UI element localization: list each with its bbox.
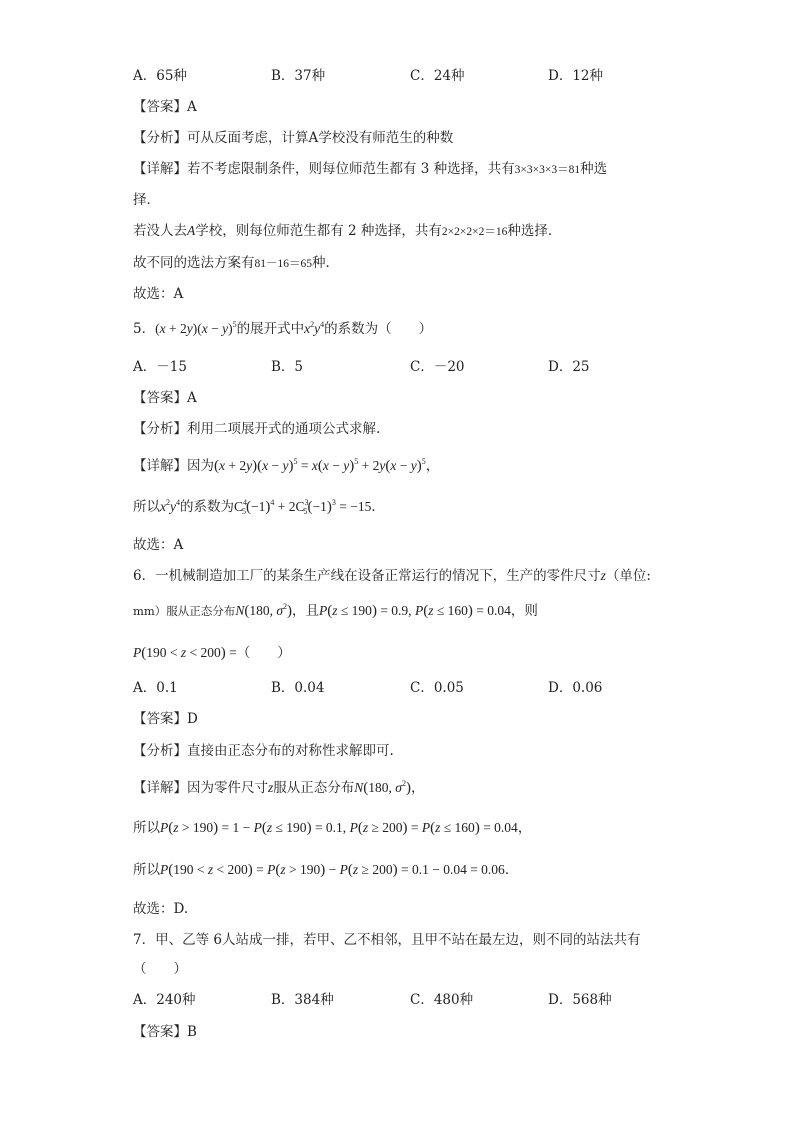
q4-option-a: A．65种 — [133, 68, 187, 84]
q5-choose — [133, 535, 183, 555]
answer-tag: 【答案】 — [133, 711, 187, 727]
detail-text: 所以 — [133, 820, 160, 836]
q6-stem-line-1 — [133, 566, 651, 586]
q6-target-probability: P(190 < z < 200) = — [133, 645, 237, 661]
q6-option-b: B．0.04 — [271, 680, 325, 696]
q6-answer — [133, 709, 198, 729]
q7-stem-line-1 — [133, 930, 640, 950]
q7-option-b: B．384种 — [271, 992, 334, 1008]
q5-coefficient-formula: $C^4_5(-1)^4 + 2C^3_5(-1)^3 = -15$ — [234, 498, 372, 516]
q6-detail-line-3: 所以P(190 < z < 200) = P(z > 190) − P(z ≥ 200) = 0.1 − 0.04 = 0.06． — [133, 862, 519, 878]
stem-text: mm）服从正态分布 — [133, 604, 236, 618]
q5-detail-line-2: 所以$x^2y^4$的系数为$C^4_5(-1)^4 + 2C^3_5(-1)^3 = -15$． — [133, 498, 385, 516]
detail-math: 2×2×2×2＝16 — [441, 226, 508, 238]
q4-analysis — [133, 128, 453, 148]
answer-tag: 【答案】 — [133, 1024, 187, 1040]
detail-text: 学校，则每位师范生都有 2 种选择，共有 — [195, 223, 442, 239]
q4-detail-line-1 — [133, 159, 607, 180]
detail-tag: 【详解】 — [133, 780, 187, 796]
q4-option-c: C．24种 — [410, 68, 465, 84]
q7-answer — [133, 1022, 197, 1042]
stem-text: 7．甲、乙等 6人站成一排，若甲、乙不相邻，且甲不站在最左边，则不同的站法共有 — [133, 932, 641, 948]
q7-option-a: A．240种 — [133, 992, 196, 1008]
q6-choose — [133, 899, 188, 919]
q5-option-b: B．5 — [271, 359, 304, 375]
detail-text: 若没人去 — [133, 223, 187, 239]
q5-option-d: D．25 — [548, 359, 590, 375]
q5-answer — [133, 388, 197, 408]
q5-term: $x^2y^4$ — [304, 320, 325, 336]
answer-value: A — [187, 390, 197, 406]
detail-tag: 【详解】 — [133, 458, 187, 474]
q7-option-c: C．480种 — [410, 992, 474, 1008]
answer-value: A — [187, 99, 197, 115]
choose-text: 故选：A — [133, 286, 184, 302]
answer-value: B — [187, 1024, 197, 1040]
q4-detail-line-4 — [133, 253, 339, 274]
q7-stem-line-2 — [133, 959, 187, 979]
analysis-text: 直接由正态分布的对称性求解即可. — [187, 743, 394, 759]
q6-normal-dist: N(180, $\sigma^2$) — [235, 602, 292, 619]
q6-given-probabilities: P(z ≤ 190) = 0.9, P(z ≤ 160) = 0.04 — [319, 603, 511, 619]
detail-tag: 【详解】 — [133, 161, 187, 177]
variable-z: z — [268, 780, 274, 795]
detail-text: 服从正态分布 — [273, 780, 355, 796]
q4-detail-line-3 — [133, 221, 561, 242]
q6-detail-line-1: 【详解】因为零件尺寸z服从正态分布N(180, $\sigma^2$)， — [133, 779, 425, 796]
detail-text: 故不同的选法方案有 — [133, 255, 255, 271]
answer-value: D — [187, 711, 198, 727]
detail-text: 择． — [133, 192, 160, 208]
q6-option-d: D．0.06 — [548, 680, 603, 696]
q6-option-a: A．0.1 — [133, 680, 178, 696]
q4-option-b: B．37种 — [271, 68, 326, 84]
q6-detail-formula-2: P(190 < z < 200) = P(z > 190) − P(z ≥ 200) = 0.1 − 0.04 = 0.06 — [160, 862, 505, 878]
q5-detail-formula: $(x + 2y)(x - y)^5 = x(x - y)^5 + 2y(x - y)^5$ — [214, 457, 426, 474]
choose-text: 故选：D. — [133, 901, 189, 917]
stem-text: （ ） — [236, 645, 291, 661]
detail-text: 因为 — [187, 458, 214, 474]
question-number: 5． — [133, 321, 156, 337]
stem-text: 的系数为（ ） — [324, 321, 433, 337]
choose-text: 故选：A — [133, 537, 184, 553]
q4-answer — [133, 97, 197, 117]
stem-text: （单位: — [605, 568, 651, 584]
q6-detail-line-2: 所以P(z > 190) = 1 − P(z ≤ 190) = 0.1, P(z ≥ 200) = P(z ≤ 160) = 0.04， — [133, 820, 532, 836]
detail-text: 所以 — [133, 862, 160, 878]
detail-math: 81－16＝65 — [254, 258, 312, 270]
analysis-text: 利用二项展开式的通项公式求解. — [187, 421, 381, 437]
q5-expression: $(x + 2y)(x - y)^5$ — [155, 320, 237, 336]
analysis-tag: 【分析】 — [133, 743, 187, 759]
q4-choose — [133, 284, 183, 304]
q5-analysis — [133, 419, 380, 439]
stem-text: （ ） — [133, 961, 187, 977]
answer-tag: 【答案】 — [133, 390, 187, 406]
q6-normal-dist: N(180, $\sigma^2$) — [354, 779, 411, 796]
q5-stem — [133, 319, 432, 339]
analysis-text: 可从反面考虑，计算A学校没有师范生的种数 — [187, 130, 454, 146]
variable-a: A — [187, 223, 196, 238]
stem-text: 6．一机械制造加工厂的某条生产线在设备正常运行的情况下，生产的零件尺寸 — [133, 568, 601, 584]
q6-analysis — [133, 741, 394, 761]
detail-math: 3×3×3×3＝81 — [514, 164, 581, 176]
q5-option-a: A．－15 — [133, 359, 187, 375]
detail-text: 因为零件尺寸 — [187, 780, 268, 796]
q5-detail-line-1: 【详解】因为$(x + 2y)(x - y)^5 = x(x - y)^5 + 2y(x - y)^5$， — [133, 457, 440, 474]
stem-text: ，且 — [292, 603, 319, 619]
analysis-tag: 【分析】 — [133, 130, 187, 146]
answer-tag: 【答案】 — [133, 99, 187, 115]
stem-text: 的展开式中 — [236, 321, 305, 337]
q7-option-d: D．568种 — [548, 992, 612, 1008]
q6-stem-line-2 — [133, 601, 538, 621]
stem-text: ，则 — [510, 603, 538, 619]
detail-text: 种选择． — [507, 223, 562, 239]
detail-text: 的系数为 — [180, 499, 234, 515]
q5-option-c: C．－20 — [410, 359, 465, 375]
detail-text: 种选 — [580, 161, 608, 177]
detail-text: 种． — [312, 255, 339, 271]
q5-term: $x^2y^4$ — [160, 498, 180, 514]
detail-text: 所以 — [133, 499, 160, 515]
analysis-tag: 【分析】 — [133, 421, 187, 437]
q4-option-d: D．12种 — [548, 68, 604, 84]
variable-z: z — [600, 568, 606, 583]
q6-detail-formula-1: P(z > 190) = 1 − P(z ≤ 190) = 0.1, P(z ≥ 200) = P(z ≤ 160) = 0.04 — [160, 820, 518, 836]
q6-option-c: C．0.05 — [410, 680, 464, 696]
detail-text: 若不考虑限制条件，则每位师范生都有 3 种选择，共有 — [187, 161, 515, 177]
q4-detail-line-2 — [133, 190, 160, 210]
q6-stem-line-3 — [133, 643, 291, 663]
